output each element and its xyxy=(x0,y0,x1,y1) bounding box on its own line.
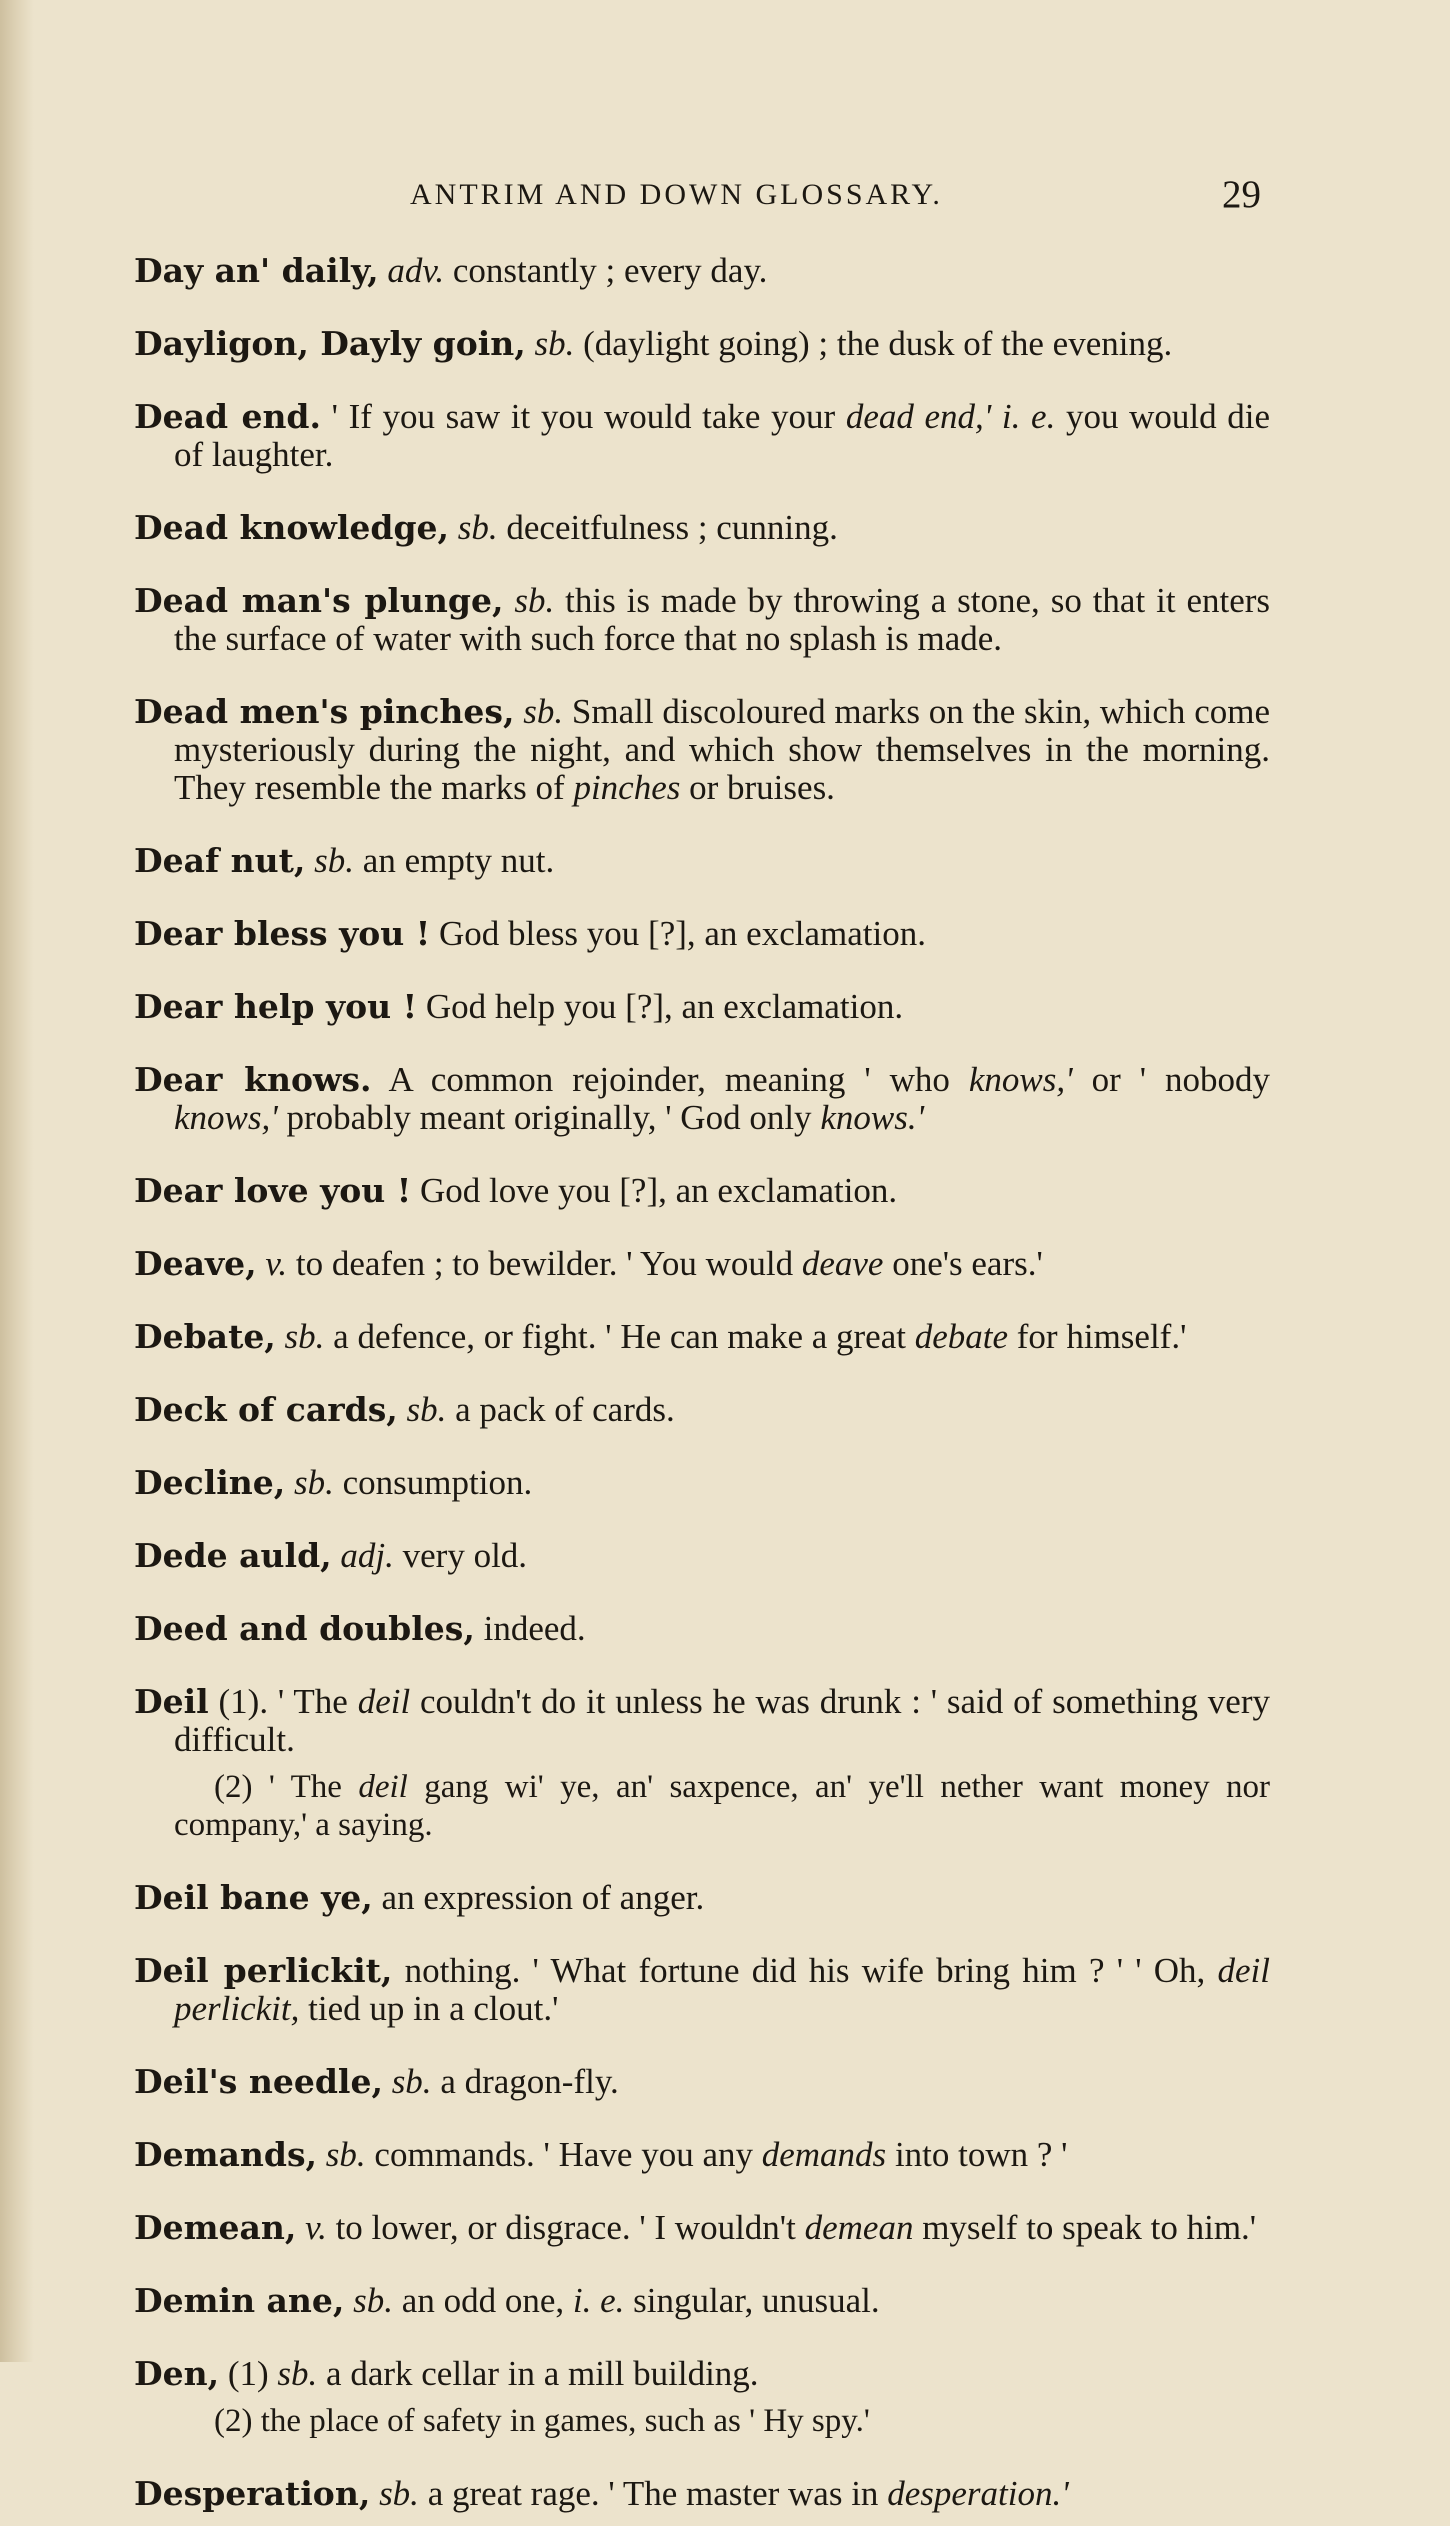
definition-text: deceitfulness ; cunning. xyxy=(497,508,838,547)
glossary-entry xyxy=(134,2136,1270,2174)
definition-text xyxy=(296,2208,305,2247)
headword: Deave, xyxy=(134,1244,257,1283)
definition-text: (1) xyxy=(219,2354,278,2393)
headword: Demands, xyxy=(134,2135,318,2174)
italic-term: desperation.' xyxy=(887,2474,1069,2513)
definition-text xyxy=(991,397,1002,436)
definition-text: a defence, or fight. ' He can make a great xyxy=(324,1317,915,1356)
italic-term: knows.' xyxy=(820,1098,925,1137)
definition-text xyxy=(344,2281,353,2320)
definition-text xyxy=(317,2135,326,2174)
glossary-entry xyxy=(134,1391,1270,1429)
definition-text: or bruises. xyxy=(680,768,835,807)
part-of-speech: adv. xyxy=(387,251,445,290)
glossary-entry xyxy=(134,842,1270,880)
part-of-speech: sb. xyxy=(514,581,555,620)
glossary-entry xyxy=(134,1318,1270,1356)
definition-text: myself to speak to him.' xyxy=(913,2208,1257,2247)
definition-text: couldn't do it unless he was drunk : ' said of something very difficult. xyxy=(174,1682,1270,1759)
part-of-speech: sb. xyxy=(534,324,575,363)
glossary-entry xyxy=(134,398,1270,474)
italic-term: pinches xyxy=(573,768,681,807)
definition-text xyxy=(449,508,458,547)
glossary-entry xyxy=(134,1683,1270,1759)
definition-text xyxy=(305,841,314,880)
definition-text: (daylight going) ; the dusk of the evening. xyxy=(574,324,1173,363)
italic-term: i. e. xyxy=(1001,397,1056,436)
glossary-entry xyxy=(134,1952,1270,2028)
part-of-speech: sb. xyxy=(314,841,355,880)
definition-text: an expression of anger. xyxy=(372,1878,705,1917)
glossary-entry xyxy=(134,2063,1270,2101)
definition-text: for himself.' xyxy=(1008,1317,1187,1356)
headword: Deaf nut, xyxy=(134,841,306,880)
definition-text: very old. xyxy=(393,1536,528,1575)
definition-text xyxy=(514,692,523,731)
page-number: 29 xyxy=(1222,173,1261,216)
page-header xyxy=(0,173,1450,228)
definition-text: (2) the place of safety in games, such as ' Hy spy.' xyxy=(214,2403,870,2439)
glossary-entry xyxy=(134,693,1270,807)
definition-text: you would die of laughter. xyxy=(174,397,1271,474)
headword: Dear knows. xyxy=(134,1060,372,1099)
italic-term: deave xyxy=(801,1244,884,1283)
headword: Deil's needle, xyxy=(134,2062,383,2101)
glossary-subentry xyxy=(134,2402,1270,2440)
definition-text xyxy=(383,2062,392,2101)
headword: Dead end. xyxy=(134,397,321,436)
definition-text: an empty nut. xyxy=(354,841,555,880)
definition-text: commands. ' Have you any xyxy=(365,2135,762,2174)
italic-term: deil xyxy=(357,1682,411,1721)
italic-term: deil xyxy=(358,1769,408,1805)
italic-term: i. e. xyxy=(572,2281,625,2320)
part-of-speech: sb. xyxy=(457,508,498,547)
glossary-entry xyxy=(134,1061,1270,1137)
glossary-entry xyxy=(134,582,1270,658)
italic-term: deil perlickit, xyxy=(174,1951,1270,2028)
headword: Den, xyxy=(134,2354,220,2393)
definition-text xyxy=(370,2474,379,2513)
glossary-entry xyxy=(134,1245,1270,1283)
definition-text: gang wi' ye, an' saxpence, an' ye'll nether want money nor company,' a saying. xyxy=(174,1769,1270,1843)
part-of-speech: sb. xyxy=(284,1317,325,1356)
definition-text: ' If you saw it you would take your xyxy=(321,397,846,436)
glossary-entry xyxy=(134,1610,1270,1648)
headword: Dead man's plunge, xyxy=(134,581,504,620)
part-of-speech: sb. xyxy=(353,2281,394,2320)
part-of-speech: sb. xyxy=(277,2354,318,2393)
glossary-entry xyxy=(134,1464,1270,1502)
definition-text: (2) ' The xyxy=(214,1769,359,1805)
glossary-entries xyxy=(134,252,1270,2526)
glossary-entry xyxy=(134,2355,1270,2393)
definition-text xyxy=(398,1390,407,1429)
headword: Deed and doubles, xyxy=(134,1609,475,1648)
headword: Dear bless you ! xyxy=(134,914,431,953)
definition-text: singular, unusual. xyxy=(624,2281,880,2320)
definition-text: God bless you [?], an exclamation. xyxy=(430,914,926,953)
definition-text: A common rejoinder, meaning ' who xyxy=(371,1060,969,1099)
glossary-entry xyxy=(134,509,1270,547)
definition-text: God help you [?], an exclamation. xyxy=(417,987,904,1026)
italic-term: demands xyxy=(761,2135,887,2174)
glossary-entry xyxy=(134,1172,1270,1210)
part-of-speech: sb. xyxy=(379,2474,419,2513)
definition-text: consumption. xyxy=(333,1463,533,1502)
definition-text: (1). ' The xyxy=(208,1682,358,1721)
definition-text: probably meant originally, ' God only xyxy=(277,1098,821,1137)
part-of-speech: sb. xyxy=(523,692,564,731)
definition-text xyxy=(276,1317,285,1356)
glossary-entry xyxy=(134,1537,1270,1575)
headword: Demin ane, xyxy=(134,2281,345,2320)
part-of-speech: sb. xyxy=(391,2062,432,2101)
definition-text: indeed. xyxy=(474,1609,586,1648)
headword: Desperation, xyxy=(134,2474,371,2513)
part-of-speech: sb. xyxy=(406,1390,447,1429)
italic-term: knows,' xyxy=(968,1060,1073,1099)
headword: Deil bane ye, xyxy=(134,1878,373,1917)
part-of-speech: sb. xyxy=(325,2135,366,2174)
definition-text: a pack of cards. xyxy=(446,1390,675,1429)
running-title: ANTRIM AND DOWN GLOSSARY. xyxy=(410,178,943,211)
headword: Deck of cards, xyxy=(134,1390,398,1429)
glossary-subentry xyxy=(134,1768,1270,1844)
definition-text: or ' nobody xyxy=(1072,1060,1270,1099)
part-of-speech: v. xyxy=(305,2208,327,2247)
definition-text xyxy=(526,324,535,363)
italic-term: dead end,' xyxy=(845,397,992,436)
italic-term: knows,' xyxy=(174,1098,278,1137)
definition-text: an odd one, xyxy=(393,2281,573,2320)
definition-text xyxy=(503,581,514,620)
glossary-entry xyxy=(134,2282,1270,2320)
definition-text: God love you [?], an exclamation. xyxy=(411,1171,898,1210)
headword: Deil perlickit, xyxy=(134,1951,393,1990)
part-of-speech: sb. xyxy=(294,1463,334,1502)
part-of-speech: adj. xyxy=(340,1536,394,1575)
definition-text: a great rage. ' The master was in xyxy=(418,2474,888,2513)
glossary-entry xyxy=(134,325,1270,363)
glossary-entry xyxy=(134,2475,1270,2513)
definition-text xyxy=(285,1463,294,1502)
headword: Day an' daily, xyxy=(134,251,379,290)
definition-text: nothing. ' What fortune did his wife bring him ? ' ' Oh, xyxy=(392,1951,1218,1990)
headword: Deil xyxy=(134,1682,209,1721)
definition-text: a dragon-fly. xyxy=(431,2062,619,2101)
headword: Dead knowledge, xyxy=(134,508,449,547)
italic-term: debate xyxy=(914,1317,1009,1356)
glossary-entry xyxy=(134,2209,1270,2247)
glossary-entry xyxy=(134,1879,1270,1917)
headword: Dear help you ! xyxy=(134,987,418,1026)
headword: Dede auld, xyxy=(134,1536,332,1575)
glossary-entry xyxy=(134,915,1270,953)
definition-text: constantly ; every day. xyxy=(444,251,768,290)
definition-text: to deafen ; to bewilder. ' You would xyxy=(287,1244,802,1283)
book-spine-shadow xyxy=(0,0,34,2362)
part-of-speech: v. xyxy=(265,1244,288,1283)
headword: Dead men's pinches, xyxy=(134,692,515,731)
definition-text: tied up in a clout.' xyxy=(299,1989,559,2028)
headword: Demean, xyxy=(134,2208,297,2247)
headword: Dear love you ! xyxy=(134,1171,412,1210)
headword: Dayligon, Dayly goin, xyxy=(134,324,526,363)
definition-text: this is made by throwing a stone, so that it enters the surface of water with such force that no splash is made. xyxy=(174,581,1271,658)
definition-text: one's ears.' xyxy=(883,1244,1043,1283)
glossary-entry xyxy=(134,988,1270,1026)
definition-text: a dark cellar in a mill building. xyxy=(317,2354,759,2393)
italic-term: demean xyxy=(804,2208,914,2247)
headword: Decline, xyxy=(134,1463,286,1502)
definition-text: into town ? ' xyxy=(886,2135,1068,2174)
headword: Debate, xyxy=(134,1317,276,1356)
definition-text: to lower, or disgrace. ' I wouldn't xyxy=(326,2208,805,2247)
glossary-entry xyxy=(134,252,1270,290)
definition-text: Small discoloured marks on the skin, which come mysteriously during the night, and which show themselves in the morning. They resemble the marks of xyxy=(174,692,1271,807)
